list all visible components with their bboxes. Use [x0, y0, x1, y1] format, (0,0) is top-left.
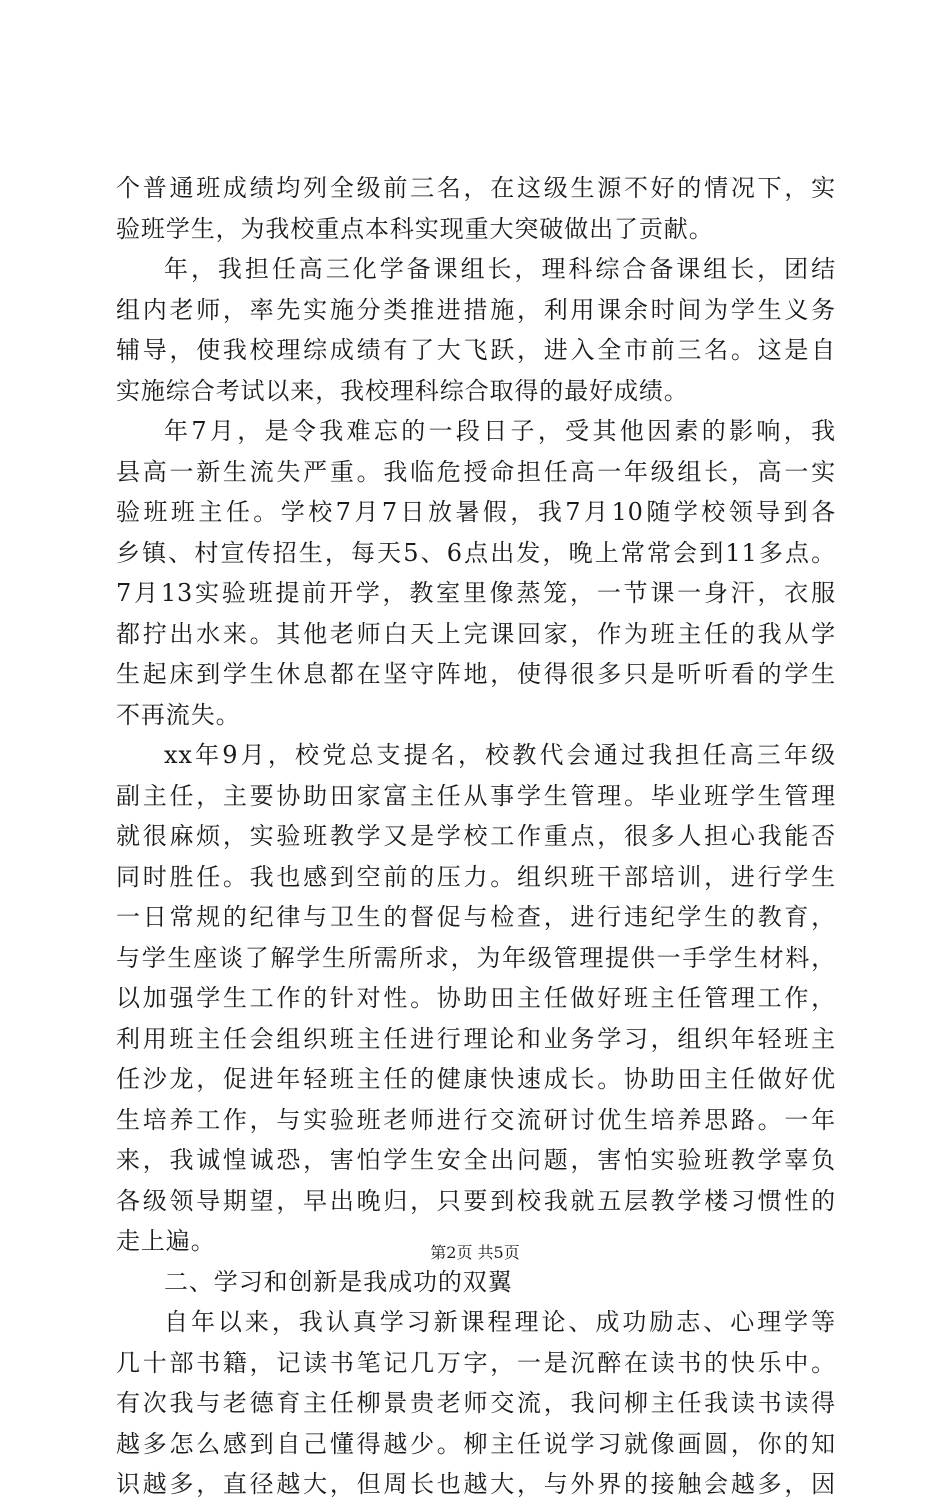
section-heading: 二、学习和创新是我成功的双翼 — [164, 1267, 513, 1296]
page-number-footer: 第2页 共5页 — [430, 1243, 520, 1262]
text-line: 与学生座谈了解学生所需所求，为年级管理提供一手学生材料， — [116, 943, 836, 972]
text-line: 就很麻烦，实验班教学又是学校工作重点，很多人担心我能否 — [116, 822, 836, 850]
text-line: 生起床到学生休息都在坚守阵地，使得很多只是听听看的学生 — [116, 660, 836, 688]
text-line: 验班学生，为我校重点本科实现重大突破做出了贡献。 — [116, 214, 714, 243]
text-line: 利用班主任会组织班主任进行理论和业务学习，组织年轻班主 — [116, 1024, 836, 1053]
paragraph-start-line: 年7月，是令我难忘的一段日子，受其他因素的影响，我 — [164, 417, 836, 445]
text-line: 几十部书籍，记读书笔记几万字，一是沉醉在读书的快乐中。 — [116, 1348, 836, 1377]
text-line: 以加强学生工作的针对性。协助田主任做好班主任管理工作， — [116, 984, 836, 1012]
text-line: 识越多，直径越大，但周长也越大，与外界的接触会越多，因 — [116, 1470, 836, 1498]
paragraph-start-line: xx年9月，校党总支提名，校教代会通过我担任高三年级 — [164, 741, 836, 769]
paragraph-start-line: 自年以来，我认真学习新课程理论、成功励志、心理学等 — [164, 1308, 836, 1336]
text-line: 越多怎么感到自己懂得越少。柳主任说学习就像画圆，你的知 — [116, 1429, 836, 1458]
text-line: 个普通班成绩均列全级前三名，在这级生源不好的情况下，实 — [116, 174, 836, 202]
text-line: 来，我诚惶诚恐，害怕学生安全出问题，害怕实验班教学辜负 — [116, 1146, 836, 1174]
text-line: 组内老师，率先实施分类推进措施，利用课余时间为学生义务 — [116, 295, 836, 324]
text-line: 一日常规的纪律与卫生的督促与检查，进行违纪学生的教育， — [116, 903, 836, 931]
text-line: 7月13实验班提前开学，教室里像蒸笼，一节课一身汗，衣服 — [116, 579, 836, 607]
text-line: 都拧出水来。其他老师白天上完课回家，作为班主任的我从学 — [116, 619, 836, 648]
text-line: 生培养工作，与实验班老师进行交流研讨优生培养思路。一年 — [116, 1105, 836, 1134]
text-line: 辅导，使我校理综成绩有了大飞跃，进入全市前三名。这是自 — [116, 336, 836, 364]
text-line: 走上遍。 — [116, 1227, 216, 1255]
text-line: 有次我与老德育主任柳景贵老师交流，我问柳主任我读书读得 — [116, 1389, 836, 1417]
text-line: 任沙龙，促进年轻班主任的健康快速成长。协助田主任做好优 — [116, 1065, 836, 1093]
text-line: 县高一新生流失严重。我临危授命担任高一年级组长，高一实 — [116, 457, 836, 486]
paragraph-start-line: 年，我担任高三化学备课组长，理科综合备课组长，团结 — [164, 255, 836, 283]
text-line: 各级领导期望，早出晚归，只要到校我就五层教学楼习惯性的 — [116, 1186, 836, 1215]
document-body — [116, 168, 836, 1505]
text-line: 验班班主任。学校7月7日放暑假，我7月10随学校领导到各 — [116, 498, 836, 526]
text-line: 副主任，主要协助田家富主任从事学生管理。毕业班学生管理 — [116, 781, 836, 810]
text-line: 实施综合考试以来，我校理科综合取得的最好成绩。 — [116, 376, 689, 405]
text-line: 同时胜任。我也感到空前的压力。组织班干部培训，进行学生 — [116, 862, 836, 891]
text-line: 乡镇、村宣传招生，每天5、6点出发，晚上常常会到11多点。 — [116, 538, 836, 567]
text-line: 不再流失。 — [116, 700, 241, 729]
